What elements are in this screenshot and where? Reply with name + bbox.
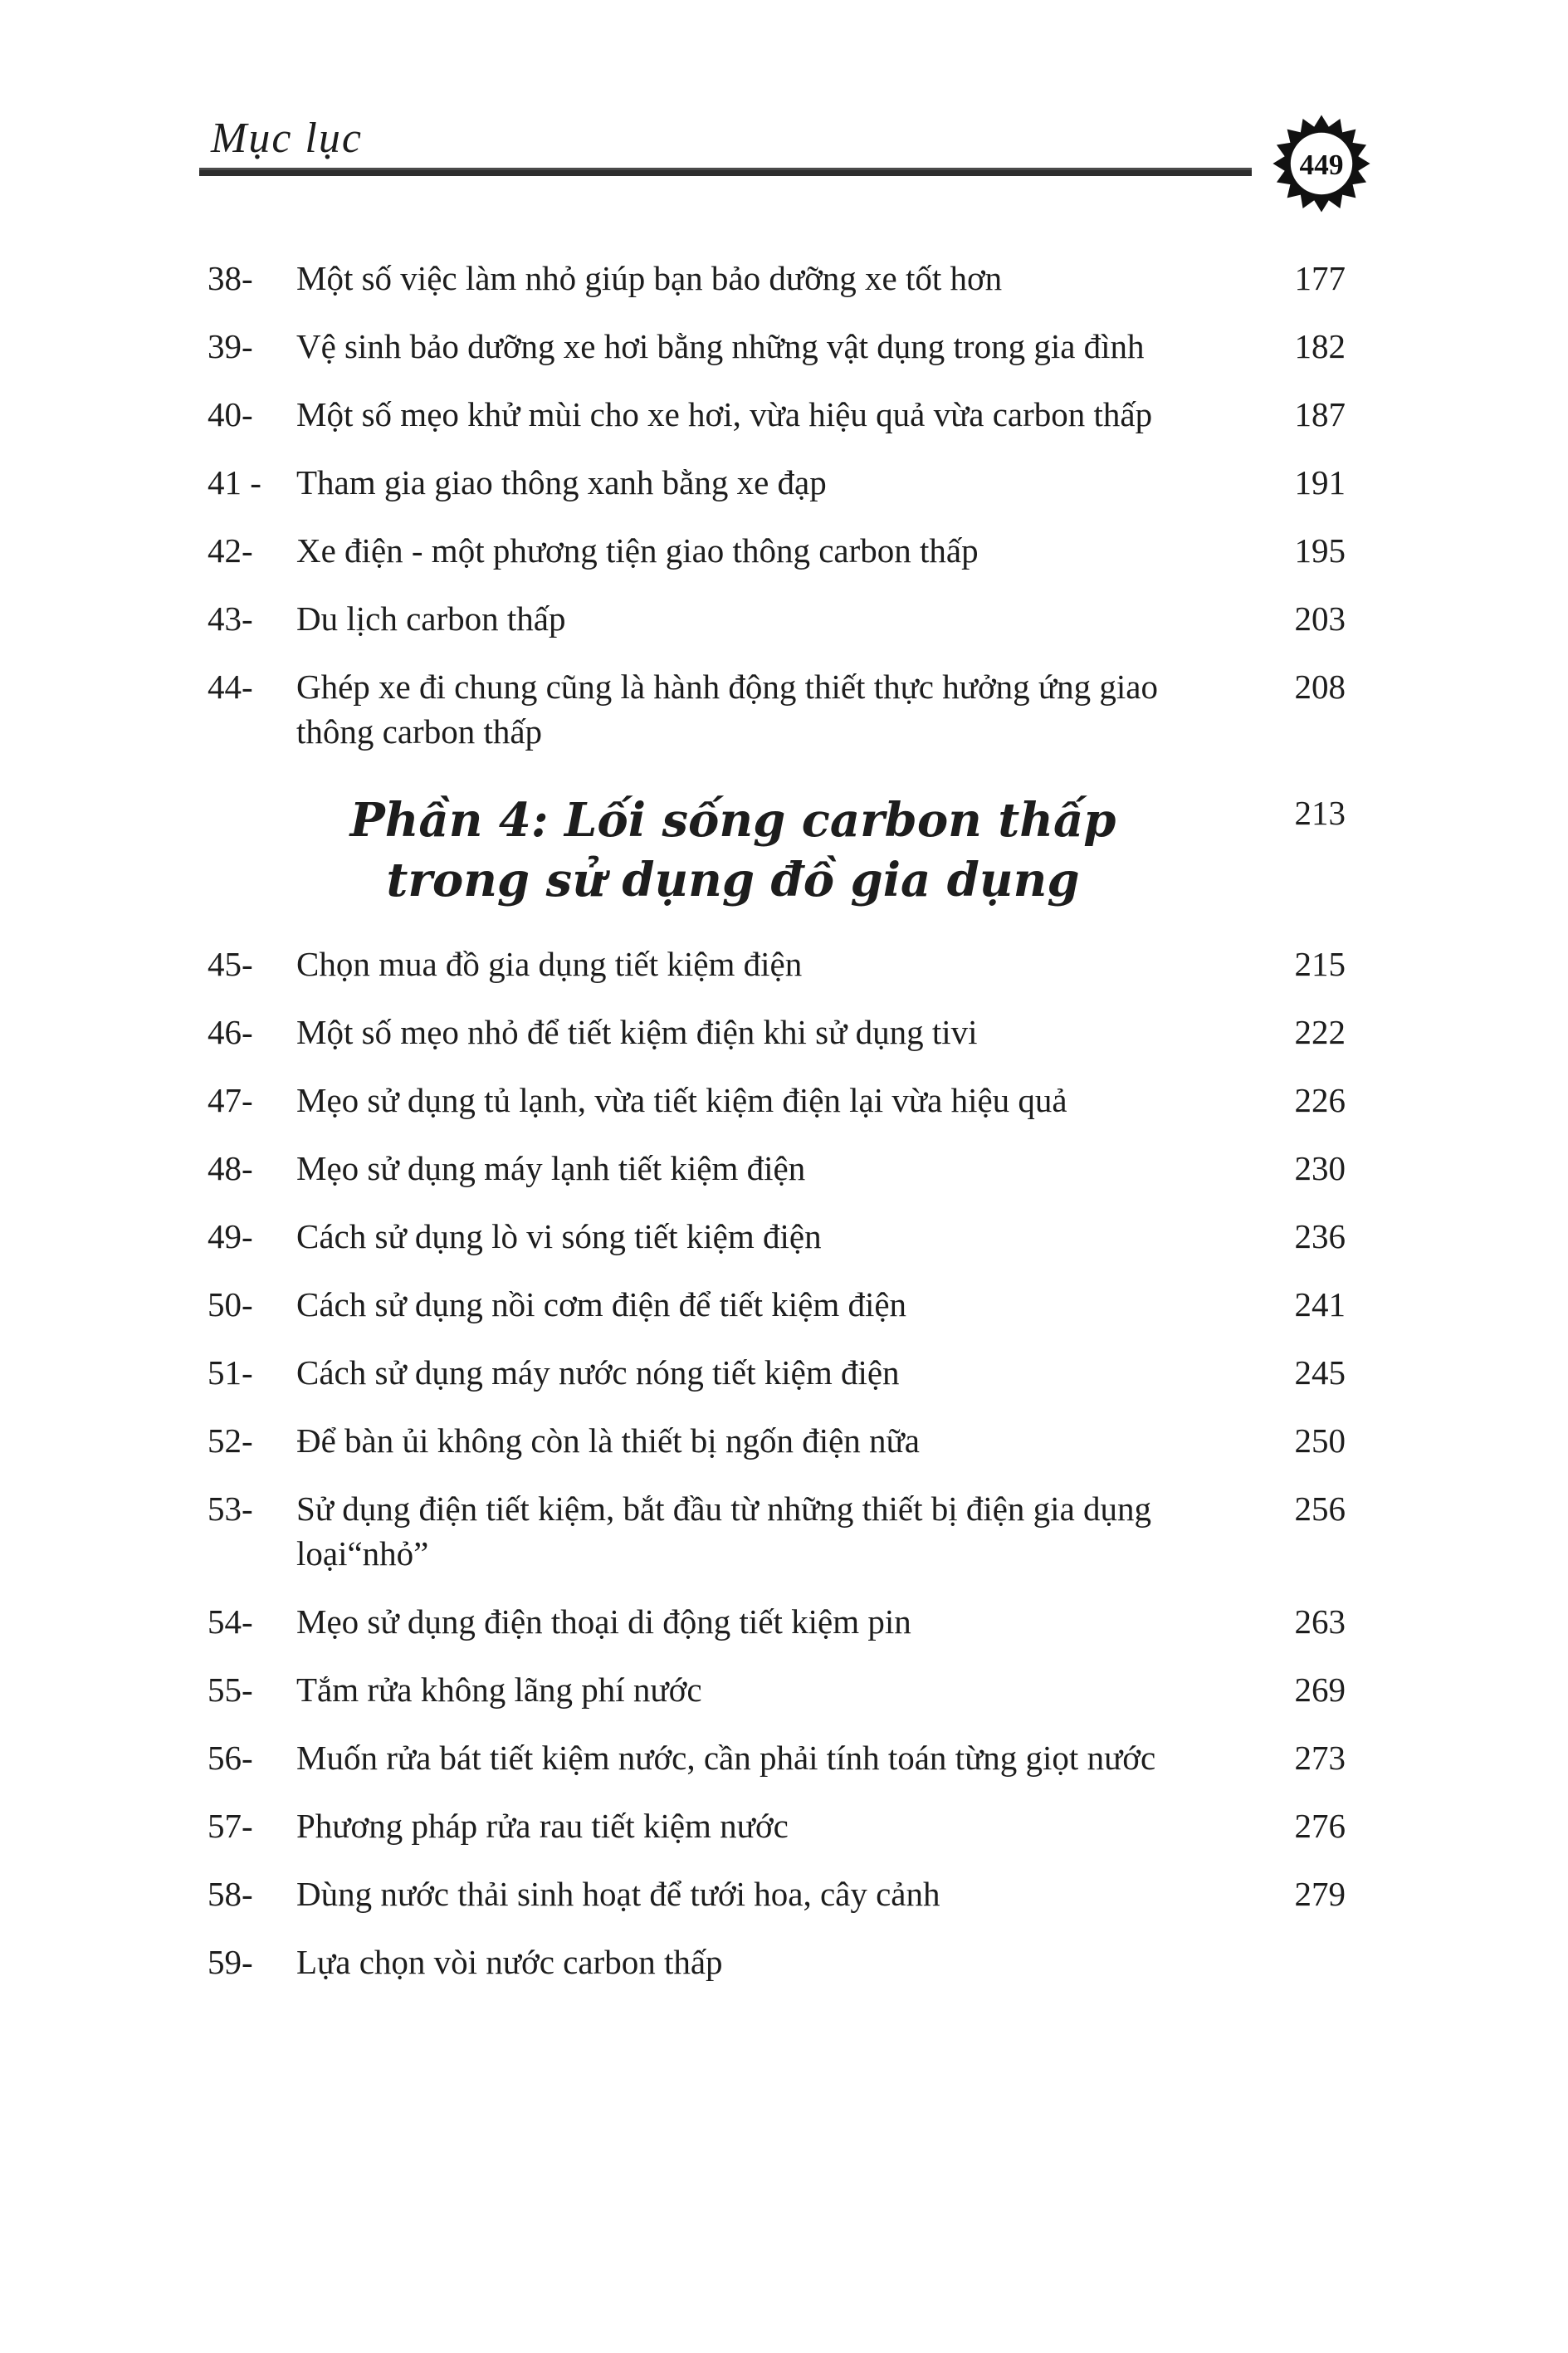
entry-title: Mẹo sử dụng máy lạnh tiết kiệm điện — [296, 1149, 806, 1187]
toc-entry — [208, 942, 1346, 986]
section-title-line2: trong sử dụng đồ gia dụng — [386, 853, 1080, 907]
starburst-icon — [1271, 113, 1372, 214]
page-number-badge — [1271, 113, 1372, 214]
toc-entry — [208, 324, 1346, 369]
section-heading — [208, 790, 1346, 910]
entry-page-number: 230 — [1294, 1149, 1346, 1187]
entry-title: Muốn rửa bát tiết kiệm nước, cần phải tính toán từng giọt nước — [296, 1739, 1156, 1777]
entry-number: 59- — [208, 1943, 253, 1981]
entry-title: Mẹo sử dụng điện thoại di động tiết kiệm pin — [296, 1602, 911, 1641]
entry-page-number: 279 — [1294, 1875, 1346, 1913]
toc-entry — [208, 1735, 1346, 1780]
entry-title: Cách sử dụng lò vi sóng tiết kiệm điện — [296, 1217, 822, 1255]
toc-entry — [208, 1282, 1346, 1327]
entry-title: Lựa chọn vòi nước carbon thấp — [296, 1943, 723, 1981]
entry-number: 40- — [208, 395, 253, 433]
entry-page-number: 182 — [1294, 327, 1346, 365]
entry-number: 52- — [208, 1421, 253, 1460]
entry-number: 53- — [208, 1490, 253, 1528]
entry-number: 50- — [208, 1285, 253, 1323]
toc-entry — [208, 1599, 1346, 1644]
entry-title: Sử dụng điện tiết kiệm, bắt đầu từ những thiết bị điện gia dụng loại“nhỏ” — [296, 1490, 1152, 1573]
entry-number: 42- — [208, 531, 253, 570]
entry-number: 43- — [208, 599, 253, 638]
entry-title: Du lịch carbon thấp — [296, 599, 566, 638]
entry-number: 46- — [208, 1013, 253, 1051]
toc-entry — [208, 1010, 1346, 1054]
entry-page-number: 256 — [1294, 1490, 1346, 1528]
toc-list — [208, 256, 1346, 1984]
entry-number: 56- — [208, 1739, 253, 1777]
toc-entry — [208, 1667, 1346, 1712]
toc-entries-bottom — [208, 942, 1346, 1984]
toc-entry — [208, 460, 1346, 505]
page-header — [208, 115, 1346, 182]
entry-page-number: 203 — [1294, 599, 1346, 638]
section-title-line1: Phần 4: Lối sống carbon thấp — [349, 793, 1116, 848]
entry-number: 38- — [208, 259, 253, 297]
entry-title: Mẹo sử dụng tủ lạnh, vừa tiết kiệm điện lại vừa hiệu quả — [296, 1081, 1067, 1119]
entry-title: Tham gia giao thông xanh bằng xe đạp — [296, 463, 827, 501]
badge-page-number: 449 — [1299, 148, 1344, 182]
entry-page-number: 195 — [1294, 531, 1346, 570]
toc-entry — [208, 528, 1346, 573]
toc-entry — [208, 1486, 1346, 1576]
entry-number: 39- — [208, 327, 253, 365]
entry-page-number: 177 — [1294, 259, 1346, 297]
entry-number: 58- — [208, 1875, 253, 1913]
toc-entry — [208, 1940, 1346, 1984]
toc-entry — [208, 1078, 1346, 1123]
entry-number: 55- — [208, 1671, 253, 1709]
entry-page-number: 222 — [1294, 1013, 1346, 1051]
entry-page-number: 236 — [1294, 1217, 1346, 1255]
toc-entry — [208, 392, 1346, 437]
toc-entry — [208, 1871, 1346, 1916]
entry-title: Một số mẹo nhỏ để tiết kiệm điện khi sử dụng tivi — [296, 1013, 978, 1051]
entry-title: Ghép xe đi chung cũng là hành động thiết thực hưởng ứng giao thông carbon thấp — [296, 668, 1158, 751]
toc-entry — [208, 1350, 1346, 1395]
entry-page-number: 273 — [1294, 1739, 1346, 1777]
entry-page-number: 191 — [1294, 463, 1346, 501]
entry-page-number: 269 — [1294, 1671, 1346, 1709]
entry-number: 57- — [208, 1807, 253, 1845]
entry-page-number: 276 — [1294, 1807, 1346, 1845]
entry-page-number: 187 — [1294, 395, 1346, 433]
entry-page-number: 263 — [1294, 1602, 1346, 1641]
entry-page-number: 241 — [1294, 1285, 1346, 1323]
toc-entry — [208, 256, 1346, 301]
entry-page-number: 245 — [1294, 1353, 1346, 1392]
entry-page-number: 250 — [1294, 1421, 1346, 1460]
entry-number: 41 - — [208, 463, 261, 501]
entry-title: Phương pháp rửa rau tiết kiệm nước — [296, 1807, 789, 1845]
entry-page-number: 215 — [1294, 945, 1346, 983]
entry-number: 54- — [208, 1602, 253, 1641]
entry-number: 45- — [208, 945, 253, 983]
entry-number: 51- — [208, 1353, 253, 1392]
section-page-number: 213 — [1294, 794, 1346, 832]
page-title: Mục lục — [211, 115, 363, 162]
entry-page-number: 208 — [1294, 668, 1346, 706]
toc-entry — [208, 1418, 1346, 1463]
entry-title: Cách sử dụng máy nước nóng tiết kiệm điện — [296, 1353, 900, 1392]
entry-number: 47- — [208, 1081, 253, 1119]
entry-number: 44- — [208, 668, 253, 706]
entry-title: Chọn mua đồ gia dụng tiết kiệm điện — [296, 945, 803, 983]
entry-title: Dùng nước thải sinh hoạt để tưới hoa, cây cảnh — [296, 1875, 940, 1913]
entry-title: Một số việc làm nhỏ giúp bạn bảo dưỡng xe tốt hơn — [296, 259, 1003, 297]
entry-title: Cách sử dụng nồi cơm điện để tiết kiệm điện — [296, 1285, 907, 1323]
toc-entry — [208, 1803, 1346, 1848]
toc-entry — [208, 664, 1346, 754]
entry-title: Để bàn ủi không còn là thiết bị ngốn điện nữa — [296, 1421, 920, 1460]
entry-title: Vệ sinh bảo dưỡng xe hơi bằng những vật dụng trong gia đình — [296, 327, 1145, 365]
entry-page-number: 226 — [1294, 1081, 1346, 1119]
entry-title: Xe điện - một phương tiện giao thông carbon thấp — [296, 531, 979, 570]
header-divider — [199, 168, 1252, 176]
entry-title: Một số mẹo khử mùi cho xe hơi, vừa hiệu quả vừa carbon thấp — [296, 395, 1153, 433]
section-title — [208, 790, 1258, 910]
toc-entry — [208, 596, 1346, 641]
toc-entry — [208, 1214, 1346, 1259]
toc-entries-top — [208, 256, 1346, 754]
entry-number: 48- — [208, 1149, 253, 1187]
toc-entry — [208, 1146, 1346, 1191]
entry-number: 49- — [208, 1217, 253, 1255]
entry-title: Tắm rửa không lãng phí nước — [296, 1671, 702, 1709]
